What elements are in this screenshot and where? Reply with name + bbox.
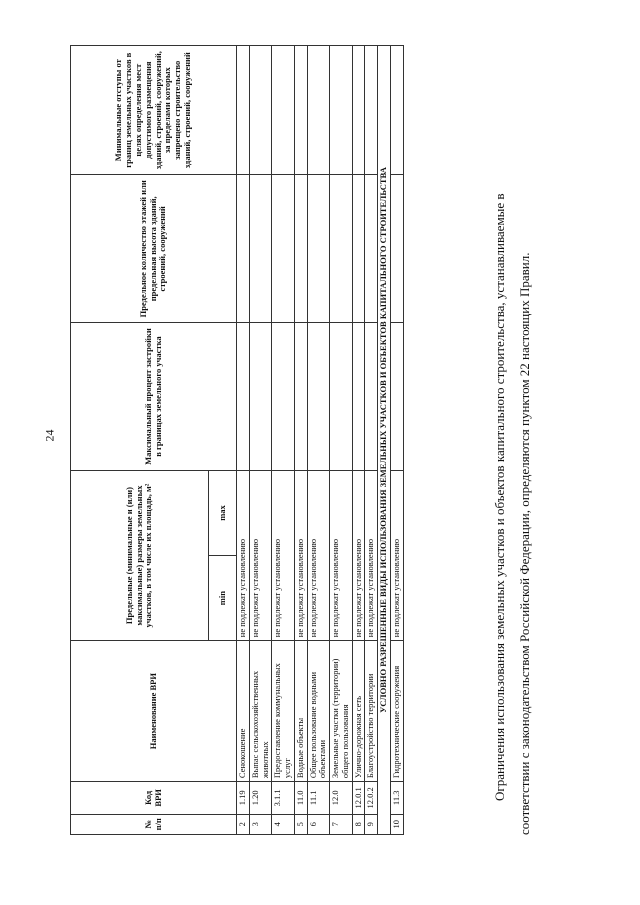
header-min: min [209, 556, 237, 641]
table-row [365, 46, 378, 835]
row-size-value: не подлежат установлению [352, 470, 365, 640]
caption-line-1: Ограничения использования земельных участков и объектов капитального строительства, устанавливаемые в [492, 193, 507, 801]
section-title: УСЛОВНО РАЗРЕШЕННЫЕ ВИДЫ ИСПОЛЬЗОВАНИЯ ЗЕМЕЛЬНЫХ УЧАСТКОВ И ОБЪЕКТОВ КАПИТАЛЬНОГО СТРОИТЕЛЬСТВА [378, 46, 391, 835]
header-num: № п/п [71, 814, 237, 834]
row-indent [390, 46, 403, 175]
row-floors [272, 175, 295, 323]
row-num: 2 [237, 814, 250, 834]
table-row [307, 46, 330, 835]
row-size-value: не подлежат установлению [272, 470, 295, 640]
page-number: 24 [42, 429, 57, 442]
row-percent [365, 323, 378, 471]
table-row [352, 46, 365, 835]
row-percent [390, 323, 403, 471]
row-name: Благоустройство территории [365, 641, 378, 782]
row-size-value: не подлежат установлению [365, 470, 378, 640]
row-percent [330, 323, 353, 471]
row-size-value: не подлежат установлению [237, 470, 250, 640]
row-name: Предоставление коммунальных услуг [272, 641, 295, 782]
header-name: Наименование ВРИ [71, 641, 237, 782]
rotated-page-content [70, 45, 590, 835]
row-code: 3.1.1 [272, 782, 295, 815]
table-body [237, 46, 378, 835]
row-code: 12.0.1 [352, 782, 365, 815]
row-name: Общее пользование водными объектами [307, 641, 330, 782]
header-floors: Предельное количество этажей или предельная высота зданий, строений, сооружений [71, 175, 237, 323]
table-row [390, 46, 403, 835]
row-floors [249, 175, 272, 323]
row-floors [390, 175, 403, 323]
row-num: 4 [272, 814, 295, 834]
row-indent [272, 46, 295, 175]
row-size-value: не подлежат установлению [249, 470, 272, 640]
row-percent [352, 323, 365, 471]
table-row [330, 46, 353, 835]
row-num: 3 [249, 814, 272, 834]
row-code: 12.0.2 [365, 782, 378, 815]
row-num: 8 [352, 814, 365, 834]
section-row [378, 46, 391, 835]
row-num: 9 [365, 814, 378, 834]
table-header-row [71, 46, 209, 835]
row-size-value: не подлежат установлению [330, 470, 353, 640]
row-floors [237, 175, 250, 323]
vri-table [70, 45, 404, 835]
row-name: Водные объекты [294, 641, 307, 782]
header-indent: Минимальные отступы от границ земельных участков в целях определения мест допустимого размещения зданий, строений, сооружений, за пределами которых запрещено строительство зданий, строений, сооружений [71, 46, 237, 175]
row-indent [249, 46, 272, 175]
header-max: max [209, 470, 237, 555]
row-indent [237, 46, 250, 175]
row-code: 11.1 [307, 782, 330, 815]
row-name: Земельные участки (территории) общего пользования [330, 641, 353, 782]
row-size-value: не подлежат установлению [307, 470, 330, 640]
row-indent [294, 46, 307, 175]
table-row [272, 46, 295, 835]
row-code: 12.0 [330, 782, 353, 815]
row-num: 5 [294, 814, 307, 834]
row-indent [365, 46, 378, 175]
header-size: Предельные (минимальные и (или) максимальные) размеры земельных участков, в том числе их площадь, м² [71, 470, 209, 640]
row-num: 10 [390, 814, 403, 834]
row-floors [307, 175, 330, 323]
row-name: Улично-дорожная сеть [352, 641, 365, 782]
table-row [294, 46, 307, 835]
row-floors [352, 175, 365, 323]
row-name: Выпас сельскохозяйственных животных [249, 641, 272, 782]
row-floors [294, 175, 307, 323]
row-code: 11.3 [390, 782, 403, 815]
row-percent [294, 323, 307, 471]
row-percent [272, 323, 295, 471]
header-code: Код ВРИ [71, 782, 237, 815]
row-percent [237, 323, 250, 471]
row-percent [307, 323, 330, 471]
row-size-value: не подлежат установлению [390, 470, 403, 640]
table-row [249, 46, 272, 835]
row-code: 1.19 [237, 782, 250, 815]
row-size-value: не подлежат установлению [294, 470, 307, 640]
row-code: 11.0 [294, 782, 307, 815]
row-floors [365, 175, 378, 323]
restrictions-caption [488, 45, 537, 835]
caption-line-2: соответствии с законодательством Российской Федерации, определяются пунктом 22 настоящих Правил. [516, 252, 532, 835]
row-percent [249, 323, 272, 471]
table-row [237, 46, 250, 835]
row-indent [330, 46, 353, 175]
row-num: 7 [330, 814, 353, 834]
row-name: Сенокошение [237, 641, 250, 782]
row-indent [307, 46, 330, 175]
row-num: 6 [307, 814, 330, 834]
row-code: 1.20 [249, 782, 272, 815]
row-floors [330, 175, 353, 323]
row-name: Гидротехнические сооружения [390, 641, 403, 782]
row-indent [352, 46, 365, 175]
header-percent: Максимальный процент застройки в границах земельного участка [71, 323, 237, 471]
